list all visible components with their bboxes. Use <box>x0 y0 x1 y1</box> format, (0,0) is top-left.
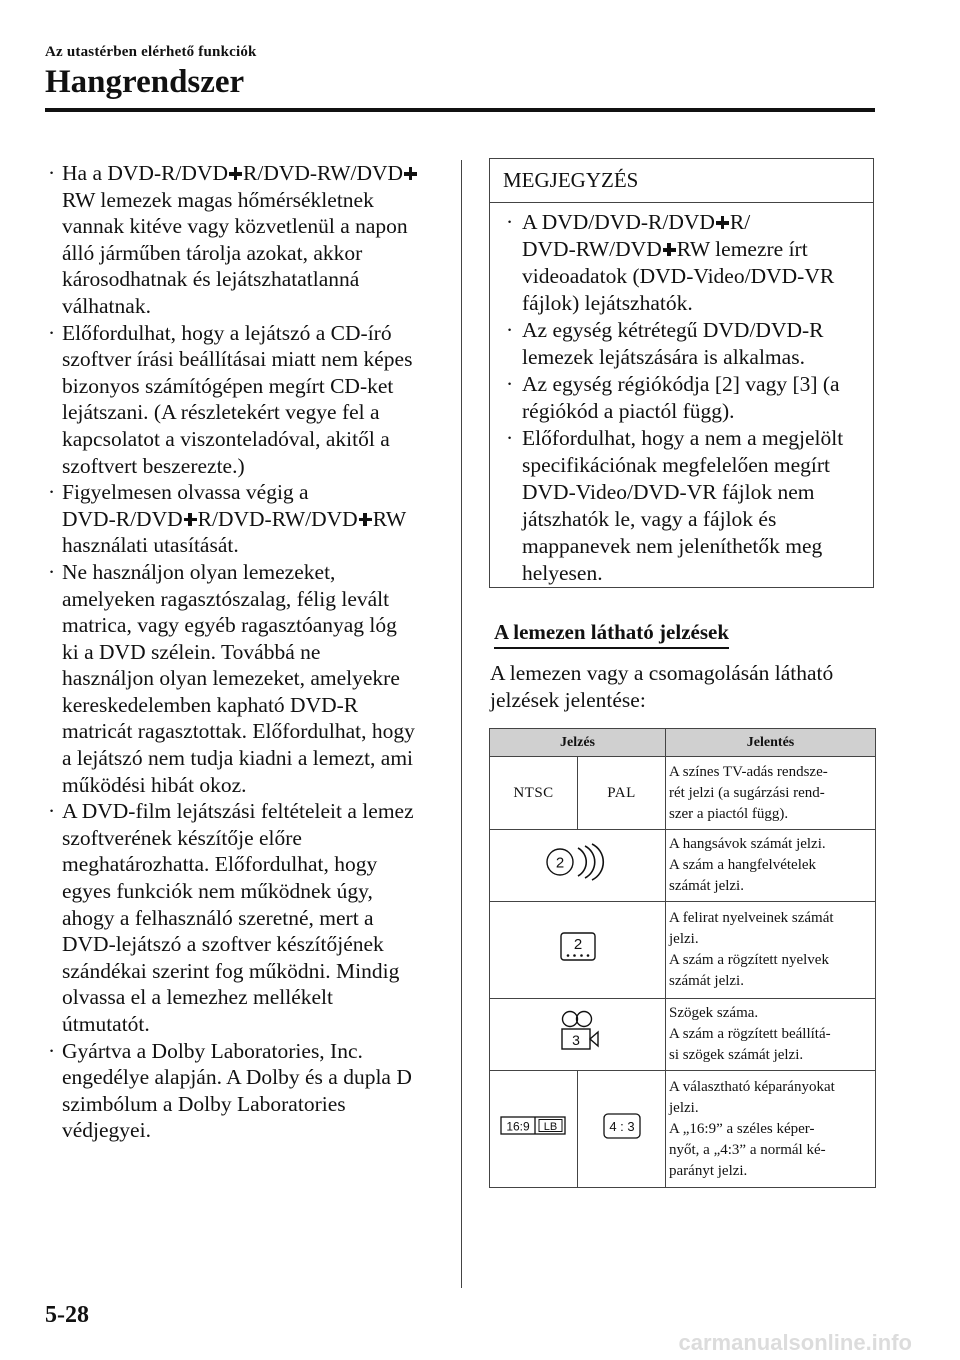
text-segment: RW <box>372 506 407 531</box>
text-segment: matricát ragasztottak. Előfordulhat, hogy <box>62 719 415 744</box>
text-segment: vannak kitéve vagy közvetlenül a napon <box>62 214 408 239</box>
text-segment: szoftvert beszerezte.) <box>62 453 245 478</box>
bullet-dot: · <box>48 480 56 505</box>
icon-number: 2 <box>573 935 582 953</box>
text-segment: Előfordulhat, hogy a lejátszó a CD-író <box>62 320 392 345</box>
text-segment: régiókód a piactól függ). <box>522 399 735 423</box>
text-segment: védjegyei. <box>62 1118 151 1143</box>
text-segment: ahogy a felhasználó szeretné, mert a <box>62 905 374 930</box>
meaning-line: számát jelzi. <box>669 878 744 894</box>
text-segment: DVD-lejátszó a szoftver készítőjének <box>62 932 384 957</box>
section-title-text: A lemezen látható jelzések <box>494 620 729 649</box>
text-segment: szoftver írási beállításai miatt nem képes <box>62 347 413 372</box>
text-segment: RW lemezek magas hőmérsékletnek <box>62 187 374 212</box>
chapter-label: Az utastérben elérhető funkciók <box>45 44 257 60</box>
bullet-dot: · <box>506 210 514 234</box>
text-segment: specifikációnak megfelelően megírt <box>522 453 831 477</box>
text-segment: mappanevek nem jeleníthetők meg <box>522 534 823 558</box>
bullet-dot: · <box>506 318 514 342</box>
text-segment: Ha a DVD-R/DVD <box>62 161 228 185</box>
meaning-line: rét jelzi (a sugárzási rend- <box>669 784 825 801</box>
text-segment: útmutatót. <box>62 1012 150 1036</box>
meaning-line: parányt jelzi. <box>669 1162 748 1179</box>
text-segment: használjon olyan lemezeket, amelyekre <box>62 666 400 691</box>
bullet-dot: · <box>506 426 514 450</box>
text-segment: egyes funkciók nem működnek úgy, <box>62 879 373 904</box>
text-segment: Ne használjon olyan lemezeket, <box>62 559 336 584</box>
text-segment: bizonyos számítógépen megírt CD-ket <box>62 373 394 398</box>
text-segment: kapcsolatot a viszonteladóval, akitől a <box>62 426 390 451</box>
text-segment: A DVD/DVD-R/DVD <box>522 210 715 234</box>
meaning-line: A szám a rögzített nyelvek <box>669 952 829 968</box>
text-segment: videoadatok (DVD-Video/DVD-VR <box>522 264 835 288</box>
text-segment: szoftverének készítője előre <box>62 825 302 850</box>
intro-line: jelzések jelentése: <box>490 688 646 712</box>
bullet-dot: · <box>48 161 56 185</box>
icon-number: 2 <box>555 854 564 872</box>
meaning-line: A színes TV-adás rendsze- <box>669 763 828 780</box>
meaning-line: szer a piactól függ). <box>669 805 789 822</box>
text-segment: Előfordulhat, hogy a nem a megjelölt <box>522 426 844 450</box>
text-segment: Az egység kétrétegű DVD/DVD-R <box>522 318 824 342</box>
text-segment: működési hibát okoz. <box>62 772 247 797</box>
bullet-dot: · <box>48 1038 56 1063</box>
meaning-line: nyőt, a „4:3” a normál ké- <box>669 1141 826 1158</box>
text-segment: amelyeken ragasztószalag, félig levált <box>62 586 390 611</box>
meaning-line: számát jelzi. <box>669 973 744 989</box>
meaning-line: Szögek száma. <box>669 1005 759 1021</box>
meaning-line: jelzi. <box>669 931 699 947</box>
note-title: MEGJEGYZÉS <box>490 159 873 203</box>
meaning-line: A szám a rögzített beállítá- <box>669 1026 831 1042</box>
text-segment: szándékai szerint fog működni. Mindig <box>62 958 400 983</box>
bullet-dot: · <box>506 372 514 396</box>
text-segment: meghatározhatta. Előfordulhat, hogy <box>62 852 378 877</box>
intro-line: A lemezen vagy a csomagolásán látható <box>490 661 834 685</box>
meaning-line: A szám a hangfelvételek <box>669 857 817 873</box>
text-segment: helyesen. <box>522 561 603 585</box>
text-segment: lejátszani. (A részletekért vegye fel a <box>62 400 380 425</box>
text-segment: Az egység régiókódja [2] vagy [3] (a <box>522 372 840 396</box>
text-segment: R/ <box>729 210 751 234</box>
text-segment: lemezek lejátszására is alkalmas. <box>522 345 805 369</box>
text-segment: Figyelmesen olvassa végig a <box>62 480 309 505</box>
text-segment: szimbólum a Dolby Laboratories <box>62 1091 346 1116</box>
icon-label: 4 : 3 <box>608 1118 635 1134</box>
text-segment: olvassa el a lemezhez mellékelt <box>62 985 334 1010</box>
symbol-text: PAL <box>607 784 636 801</box>
text-segment: kereskedelemben kapható DVD-R <box>62 692 359 717</box>
text-segment: A DVD-film lejátszási feltételeit a lemez <box>62 799 414 824</box>
text-segment: használati utasítását. <box>62 533 239 558</box>
meaning-line: A felirat nyelveinek számát <box>669 910 834 926</box>
text-segment: ki a DVD szélein. Továbbá ne <box>62 639 321 664</box>
bullet-dot: · <box>48 799 56 824</box>
text-segment: válhatnak. <box>62 293 151 318</box>
text-segment: R/DVD-RW/DVD <box>243 161 404 185</box>
text-segment: álló járműben tárolja azokat, akkor <box>62 240 363 265</box>
text-segment: matrica, vagy egyéb ragasztóanyag lóg <box>62 613 397 638</box>
meaning-line: A hangsávok számát jelzi. <box>669 836 826 852</box>
bullet-dot: · <box>48 320 56 345</box>
icon-number: 3 <box>571 1032 580 1048</box>
text-segment: R/DVD-RW/DVD <box>197 506 358 531</box>
meaning-line: A választható képarányokat <box>669 1078 835 1095</box>
text-segment: a lejátszó nem tudja kiadni a lemezt, ami <box>62 746 414 771</box>
meaning-line: jelzi. <box>669 1099 699 1116</box>
text-segment: játszhatók le, vagy a fájlok és <box>522 507 777 531</box>
text-segment: Gyártva a Dolby Laboratories, Inc. <box>62 1038 363 1063</box>
symbol-text: NTSC <box>513 784 554 801</box>
text-segment: fájlok) lejátszhatók. <box>522 291 693 315</box>
table-header-meaning: Jelentés <box>666 729 876 757</box>
meaning-line: A „16:9” a széles képer- <box>669 1120 815 1137</box>
text-segment: DVD-Video/DVD-VR fájlok nem <box>522 480 815 504</box>
icon-label: 16:9 <box>505 1119 530 1133</box>
text-segment: DVD-RW/DVD <box>522 237 662 261</box>
text-segment: DVD-R/DVD <box>62 506 183 531</box>
meaning-line: si szögek számát jelzi. <box>669 1047 804 1063</box>
watermark: carmanualsonline.info <box>678 1330 912 1355</box>
table-header-symbol: Jelzés <box>490 729 666 757</box>
page-title: Hangrendszer <box>45 64 245 100</box>
bullet-dot: · <box>48 559 56 584</box>
text-segment: károsodhatnak és lejátszhatatlanná <box>62 267 360 292</box>
icon-label: LB <box>543 1120 557 1133</box>
page-number: 5-28 <box>45 1302 89 1328</box>
text-segment: RW lemezre írt <box>676 237 808 261</box>
text-segment: engedélye alapján. A Dolby és a dupla D <box>62 1065 412 1090</box>
